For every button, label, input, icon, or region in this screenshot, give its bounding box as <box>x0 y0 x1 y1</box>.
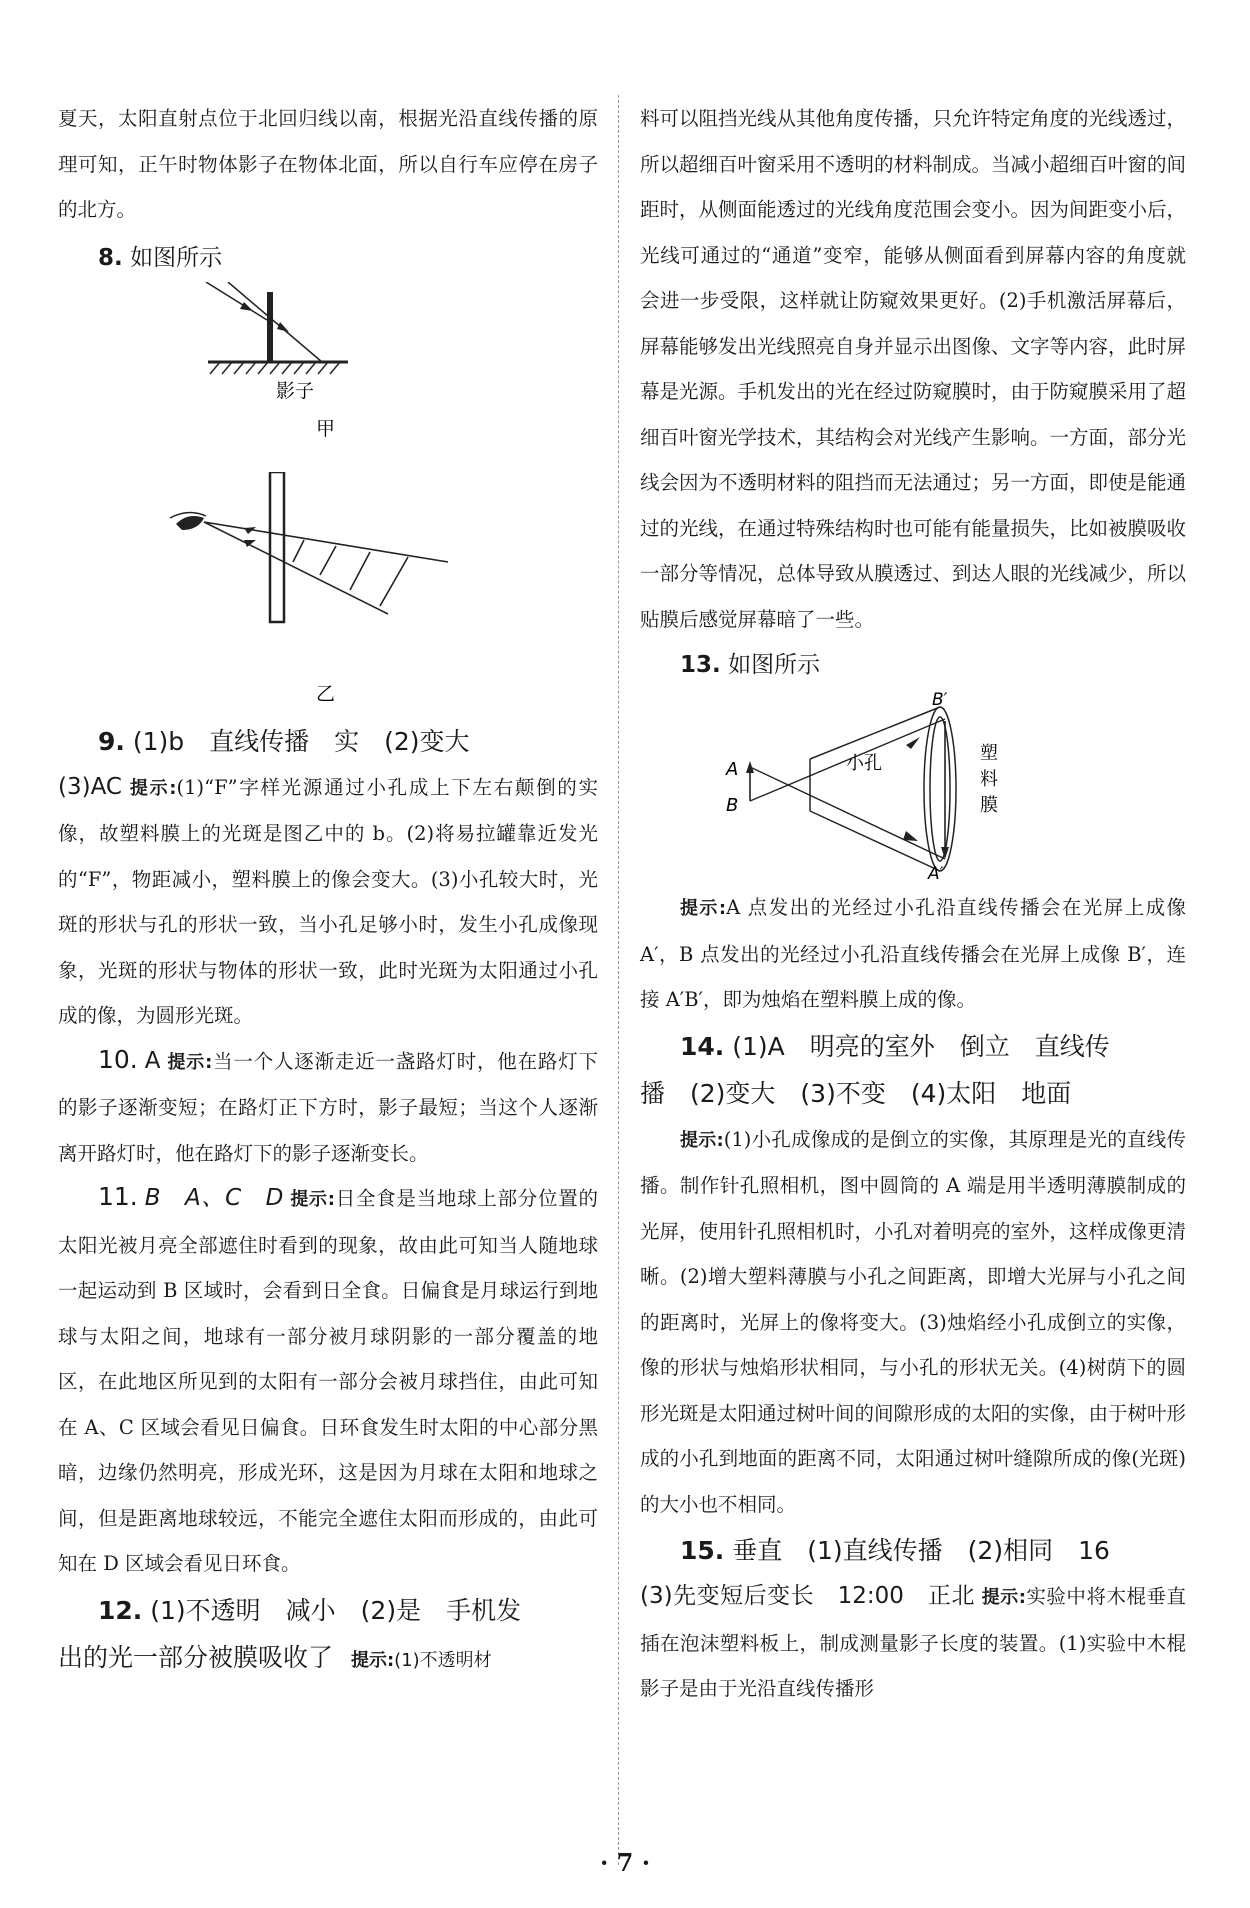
q8-text: 如图所示 <box>130 244 223 271</box>
label-film-3: 膜 <box>980 795 998 816</box>
label-b-prime: B′ <box>932 690 948 710</box>
q12-answer-line2 <box>58 1634 598 1684</box>
q11-number: 11. <box>98 1182 138 1211</box>
right-column <box>640 96 1186 1712</box>
q13-number: 13. <box>680 652 721 678</box>
q13-heading <box>640 642 1186 689</box>
ray-a-arrow <box>903 831 918 841</box>
q11-hint-label: 提示: <box>290 1189 335 1210</box>
q9-hint-label: 提示: <box>129 777 177 799</box>
q12-hint-label: 提示: <box>350 1649 395 1671</box>
ground-hatching <box>210 362 340 374</box>
q14-answer: (1)A 明亮的室外 倒立 直线传 <box>732 1031 1110 1061</box>
q15-answer-2: (3)先变短后变长 12:00 正北 <box>640 1583 975 1609</box>
q10-hint: 当一个人逐渐走近一盏路灯时，他在路灯下的影子逐渐变短；在路灯正下方时，影子最短；当这个人逐渐离开路灯时，他在路灯下的影子逐渐变长。 <box>58 1049 598 1165</box>
cone-arrow-lower <box>244 540 256 547</box>
q13-hint-label: 提示: <box>680 898 727 919</box>
q15-answer: 垂直 (1)直线传播 (2)相同 16 <box>732 1536 1110 1565</box>
q11-hint: 日全食是当地球上部分位置的太阳光被月亮全部遮住时看到的现象，故由此可知当人随地球一起运动到 B 区域时，会看到日全食。日偏食是月球运行到地球与太阳之间，地球有一部分被月球阴影的一部分覆盖的地区，在此地区所见到的太阳有一部分会被月球挡住，由此可知在 A、C 区域会看见日偏食。日环食发生时太阳的中心部分黑暗，边缘仍然明亮，形成光环，这是因为月球在太阳和地球之间，但是距离地球较远，不能完全遮住太阳而形成的，由此可知在 D 区域会看见日环食。 <box>58 1187 598 1575</box>
q12-hint-start: (1)不透明材 <box>394 1649 492 1671</box>
q9-answer-line1 <box>58 718 598 765</box>
q8-number: 8. <box>98 244 123 271</box>
q9-answer-2: (3)AC <box>58 773 122 800</box>
q14-answer-line2: 播 (2)变大 (3)不变 (4)太阳 地面 <box>640 1078 1072 1108</box>
q13-hint-paragraph <box>640 885 1186 1023</box>
label-b: B <box>726 795 739 816</box>
screen-with-film <box>270 472 284 622</box>
light-ray-1 <box>206 282 267 320</box>
q14-answer-line1 <box>640 1023 1186 1070</box>
q14-hint-label: 提示: <box>680 1129 724 1151</box>
q14-hint-paragraph <box>640 1117 1186 1528</box>
q12-number: 12. <box>98 1595 143 1625</box>
q12-answer-2: 出的光一部分被膜吸收了 <box>58 1642 334 1672</box>
q9-hint: (1)“F”字样光源通过小孔成上下左右颠倒的实像，故塑料膜上的光斑是图乙中的 b。(2)将易拉罐靠近发光的“F”，物距减小，塑料膜上的像会变大。(3)小孔较大时，光斑的形状与孔的形状一致，当小孔足够小时，发生小孔成像现象，光斑的形状与物体的形状一致，此时光斑为太阳通过小孔成的像，为圆形光斑。 <box>58 775 599 1027</box>
label-film-1: 塑 <box>980 743 998 764</box>
shadow-label: 影子 <box>276 379 315 402</box>
left-column <box>58 96 598 1684</box>
q12-answer-line1 <box>58 1587 598 1634</box>
q15-hint: 实验中将木棍垂直插在泡沫塑料板上，制成测量影子长度的装置。(1)实验中木棍影子是由于光沿直线传播形 <box>640 1585 1186 1700</box>
q14-hint: (1)小孔成像成的是倒立的实像，其原理是光的直线传播。制作针孔照相机，图中圆筒的 A 端是用半透明薄膜制成的光屏，使用针孔照相机时，小孔对着明亮的室外，这样成像更清晰。(2)增大塑料薄膜与小孔之间距离，即增大光屏与小孔之间的距离时，光屏上的像将变大。(3)烛焰经小孔成倒立的实像，像的形状与烛焰形状相同，与小孔的形状无关。(4)树荫下的圆形光斑是太阳通过树叶间的间隙形成的太阳的实像，由于树叶形成的小孔到地面的距离不同，太阳通过树叶缝隙所成的像(光斑)的大小也不相同。 <box>640 1127 1187 1516</box>
column-divider <box>618 95 619 1865</box>
eye-icon <box>176 516 204 530</box>
ray-b-arrow <box>906 737 920 749</box>
q11-answer: B A、C D <box>144 1185 284 1211</box>
label-a-prime: A′ <box>928 864 944 879</box>
q13-hint: A 点发出的光经过小孔沿直线传播会在光屏上成像 A′，B 点发出的光经过小孔沿直线传播会在光屏上成像 B′，连接 A′B′，即为烛焰在塑料膜上成的像。 <box>640 896 1187 1011</box>
q9-answer: (1)b 直线传播 实 (2)变大 <box>132 726 470 756</box>
q13-text: 如图所示 <box>728 652 821 678</box>
ray-a <box>750 767 945 859</box>
caption-yi: 乙 <box>316 682 336 705</box>
stick <box>267 292 273 362</box>
q14-number: 14. <box>680 1031 725 1061</box>
q15-answer-line1 <box>640 1527 1186 1574</box>
q10-hint-label: 提示: <box>167 1051 213 1073</box>
ray-upper <box>204 522 448 562</box>
q11-paragraph <box>58 1176 598 1587</box>
light-ray-2 <box>228 282 322 362</box>
film-rim-inner <box>930 717 950 861</box>
tube-bottom <box>810 811 940 871</box>
q8-heading <box>58 235 598 282</box>
q12-continuation: 料可以阻挡光线从其他角度传播，只允许特定角度的光线透过，所以超细百叶窗采用不透明的材料制成。当减小超细百叶窗的间距时，从侧面能透过的光线角度范围会变小。因为间距变小后，光线可通过的“通道”变窄，能够从侧面看到屏幕内容的角度就会进一步受限，这样就让防窥效果更好。(2)手机激活屏幕后，屏幕能够发出光线照亮自身并显示出图像、文字等内容，此时屏幕是光源。手机发出的光在经过防窥膜时，由于防窥膜采用了超细百叶窗光学技术，其结构会对光线产生影响。一方面，部分光线会因为不透明材料的阻挡而无法通过；另一方面，即使是能通过的光线，在通过特殊结构时也可能有能量损失，比如被膜吸收一部分等情况，总体导致从膜透过、到达人眼的光线减少，所以贴膜后感觉屏幕暗了一些。 <box>640 107 1187 631</box>
q10-paragraph <box>58 1039 598 1177</box>
ray-arrow-2 <box>277 322 289 332</box>
film-rim-outer <box>924 707 956 871</box>
q10-number: 10. <box>98 1044 138 1074</box>
label-film-2: 料 <box>980 769 998 790</box>
tube-top <box>810 707 940 759</box>
figure-yi <box>58 472 598 712</box>
q15-hint-paragraph <box>640 1574 1186 1712</box>
q12-answer: (1)不透明 减小 (2)是 手机发 <box>150 1595 522 1625</box>
figure-jia <box>58 282 598 442</box>
ray-lower <box>204 522 388 614</box>
q10-answer: A <box>144 1047 161 1074</box>
figure-13-pinhole <box>640 689 1186 879</box>
label-pinhole: 小孔 <box>846 753 882 774</box>
q15-number: 15. <box>680 1536 725 1565</box>
q9-hint-paragraph <box>58 765 598 1039</box>
q9-number: 9. <box>98 726 125 756</box>
label-a: A <box>726 759 739 780</box>
ray-arrow-1 <box>240 302 253 311</box>
q15-hint-label: 提示: <box>981 1587 1026 1608</box>
intro-paragraph: 夏天，太阳直射点位于北回归线以南，根据光沿直线传播的原理可知，正午时物体影子在物体北面，所以自行车应停在房子的北方。 <box>58 107 598 221</box>
caption-jia: 甲 <box>316 417 336 440</box>
page-number: · 7 · <box>599 1848 651 1877</box>
